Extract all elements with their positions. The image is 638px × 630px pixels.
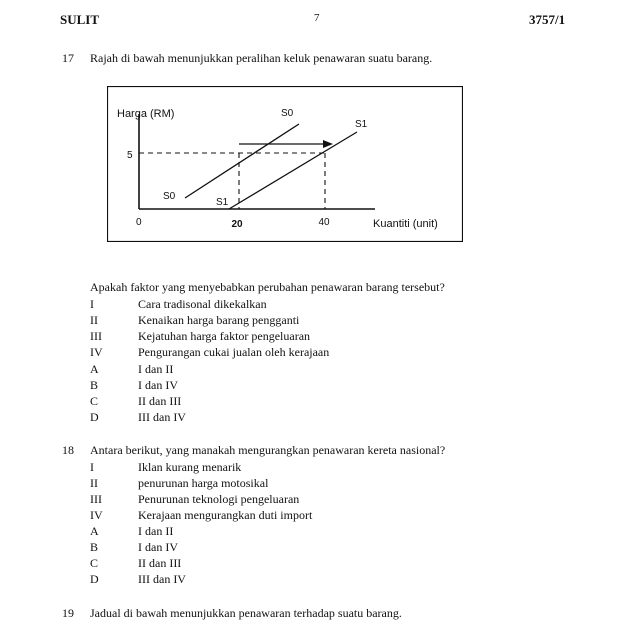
origin-label: 0 [136, 217, 142, 228]
x-axis-label: Kuantiti (unit) [373, 218, 438, 230]
qty-tick-40: 40 [318, 217, 330, 228]
header-paper-code: 3757/1 [529, 12, 566, 27]
q17-option-letter[interactable]: C [90, 394, 99, 408]
q18-statement-text: Kerajaan mengurangkan duti import [138, 508, 313, 522]
q17-statement-text: Cara tradisonal dikekalkan [138, 297, 267, 311]
q17-option-text[interactable]: II dan III [138, 394, 182, 408]
s1-label-bottom: S1 [216, 197, 229, 208]
q17-statement-text: Pengurangan cukai jualan oleh kerajaan [138, 345, 330, 359]
q18-option-letter[interactable]: C [90, 556, 99, 570]
q17-statement-roman: IV [90, 345, 103, 359]
q18-stem: Antara berikut, yang manakah mengurangkan penawaran kereta nasional? [90, 443, 446, 457]
q19-number: 19 [62, 606, 74, 620]
q18-option-text[interactable]: III dan IV [138, 572, 186, 586]
q17-statement-text: Kejatuhan harga faktor pengeluaran [138, 329, 311, 343]
q18-statement-roman: II [90, 476, 98, 490]
q18-statement-text: penurunan harga motosikal [138, 476, 269, 490]
q18-statement-text: Iklan kurang menarik [138, 460, 242, 474]
q17-option-letter[interactable]: D [90, 410, 99, 424]
q17-option-text[interactable]: I dan IV [138, 378, 178, 392]
q18-statement-roman: IV [90, 508, 103, 522]
q17-option-letter[interactable]: A [90, 362, 99, 376]
supply-shift-diagram [107, 86, 463, 242]
y-axis-label: Harga (RM) [117, 108, 175, 120]
q17-statement-roman: I [90, 297, 94, 311]
q17-statement-roman: III [90, 329, 102, 343]
price-tick-5: 5 [127, 150, 133, 161]
q18-option-text[interactable]: II dan III [138, 556, 182, 570]
q17-option-text[interactable]: I dan II [138, 362, 174, 376]
s1-label-top: S1 [355, 119, 368, 130]
q17-statement-text: Kenaikan harga barang pengganti [138, 313, 300, 327]
q18-number: 18 [62, 443, 74, 457]
q18-option-text[interactable]: I dan II [138, 524, 174, 538]
q17-option-letter[interactable]: B [90, 378, 99, 392]
q18-option-letter[interactable]: A [90, 524, 99, 538]
page-number: 7 [314, 12, 320, 24]
q17-stem: Rajah di bawah menunjukkan peralihan keluk penawaran suatu barang. [90, 51, 433, 65]
q19-stem: Jadual di bawah menunjukkan penawaran terhadap suatu barang. [90, 606, 402, 620]
s0-label-top: S0 [281, 108, 294, 119]
s0-label-bottom: S0 [163, 191, 176, 202]
q18-statement-text: Penurunan teknologi pengeluaran [138, 492, 300, 506]
q17-question: Apakah faktor yang menyebabkan perubahan penawaran barang tersebut? [90, 280, 445, 294]
qty-tick-20: 20 [231, 219, 243, 230]
q18-statement-roman: III [90, 492, 102, 506]
header-sulit: SULIT [60, 12, 100, 27]
q17-statement-roman: II [90, 313, 98, 327]
q17-number: 17 [62, 51, 74, 65]
q17-option-text[interactable]: III dan IV [138, 410, 186, 424]
q18-option-text[interactable]: I dan IV [138, 540, 178, 554]
q18-option-letter[interactable]: B [90, 540, 99, 554]
q18-option-letter[interactable]: D [90, 572, 99, 586]
q18-statement-roman: I [90, 460, 94, 474]
